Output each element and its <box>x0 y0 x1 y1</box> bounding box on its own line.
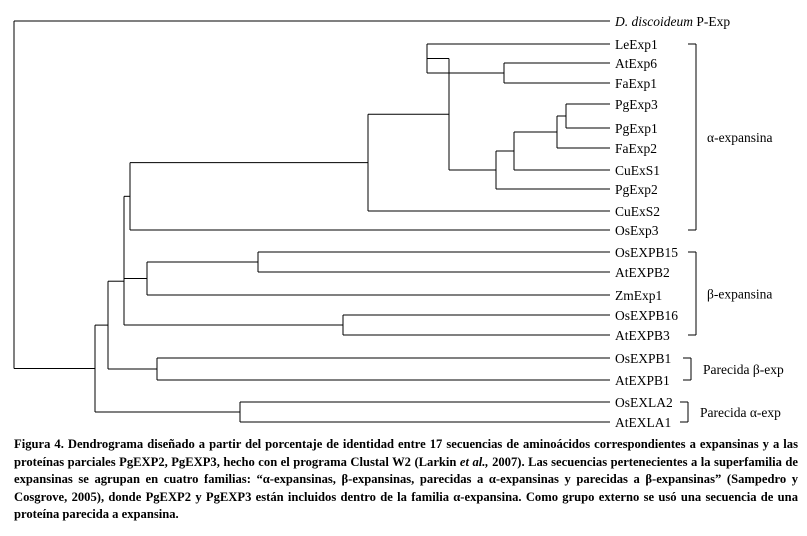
leaf-label: PgExp1 <box>615 121 658 136</box>
caption-heading: Figura 4. <box>14 437 64 451</box>
leaf-label-outgroup <box>614 14 730 29</box>
caption-text-2: 2007). Las secuencias pertenecientes a la superfamilia de expansinas se agrupan en cuatro familias: “α-expansinas, β-expansinas, parecidas a α-expansinas y parecidas a β-expansinas” (Sampedro y Cosgrove, 2005), donde PgEXP2 y PgEXP3 están incluidos dentro de la familia α-expansina. Como grupo externo se usó una secuencia de una proteína parecida a expansina. <box>14 454 798 522</box>
leaf-label: AtExp6 <box>615 56 657 71</box>
caption-et-al: et al., <box>459 454 489 469</box>
leaf-label: OsEXLA2 <box>615 395 673 410</box>
leaf-label: PgExp3 <box>615 97 658 112</box>
group-label: α-expansina <box>707 130 773 145</box>
leaf-label: PgExp2 <box>615 182 658 197</box>
leaf-label: OsEXPB1 <box>615 351 672 366</box>
leaf-label: AtEXLA1 <box>615 415 672 430</box>
leaf-label: CuExS2 <box>615 204 661 219</box>
group-label: Parecida α-exp <box>700 405 781 420</box>
leaf-label: AtEXPB3 <box>615 328 670 343</box>
leaf-label: AtEXPB2 <box>615 265 670 280</box>
leaf-genus: D. discoideum <box>615 14 693 29</box>
caption-text-1: Dendrograma diseñado a partir del porcentaje de identidad entre 17 secuencias de aminoácidos correspondientes a expansinas y a las proteínas parciales PgEXP2, PgEXP3, hecho con el programa Clustal W2 (Larkin <box>14 437 798 469</box>
leaf-label: ZmExp1 <box>615 288 663 303</box>
leaf-protein: P-Exp <box>693 14 731 29</box>
leaf-label: AtEXPB1 <box>615 373 670 388</box>
group-label: Parecida β-exp <box>703 362 784 377</box>
leaf-label: OsEXPB15 <box>615 245 679 260</box>
figure-caption <box>14 436 798 524</box>
leaf-label: OsEXPB16 <box>615 308 679 323</box>
leaf-label: LeExp1 <box>615 37 658 52</box>
leaf-label: CuExS1 <box>615 163 661 178</box>
group-label: β-expansina <box>707 286 773 302</box>
leaf-label: FaExp1 <box>615 76 657 91</box>
leaf-label: OsExp3 <box>615 223 659 238</box>
leaf-label: FaExp2 <box>615 141 657 156</box>
